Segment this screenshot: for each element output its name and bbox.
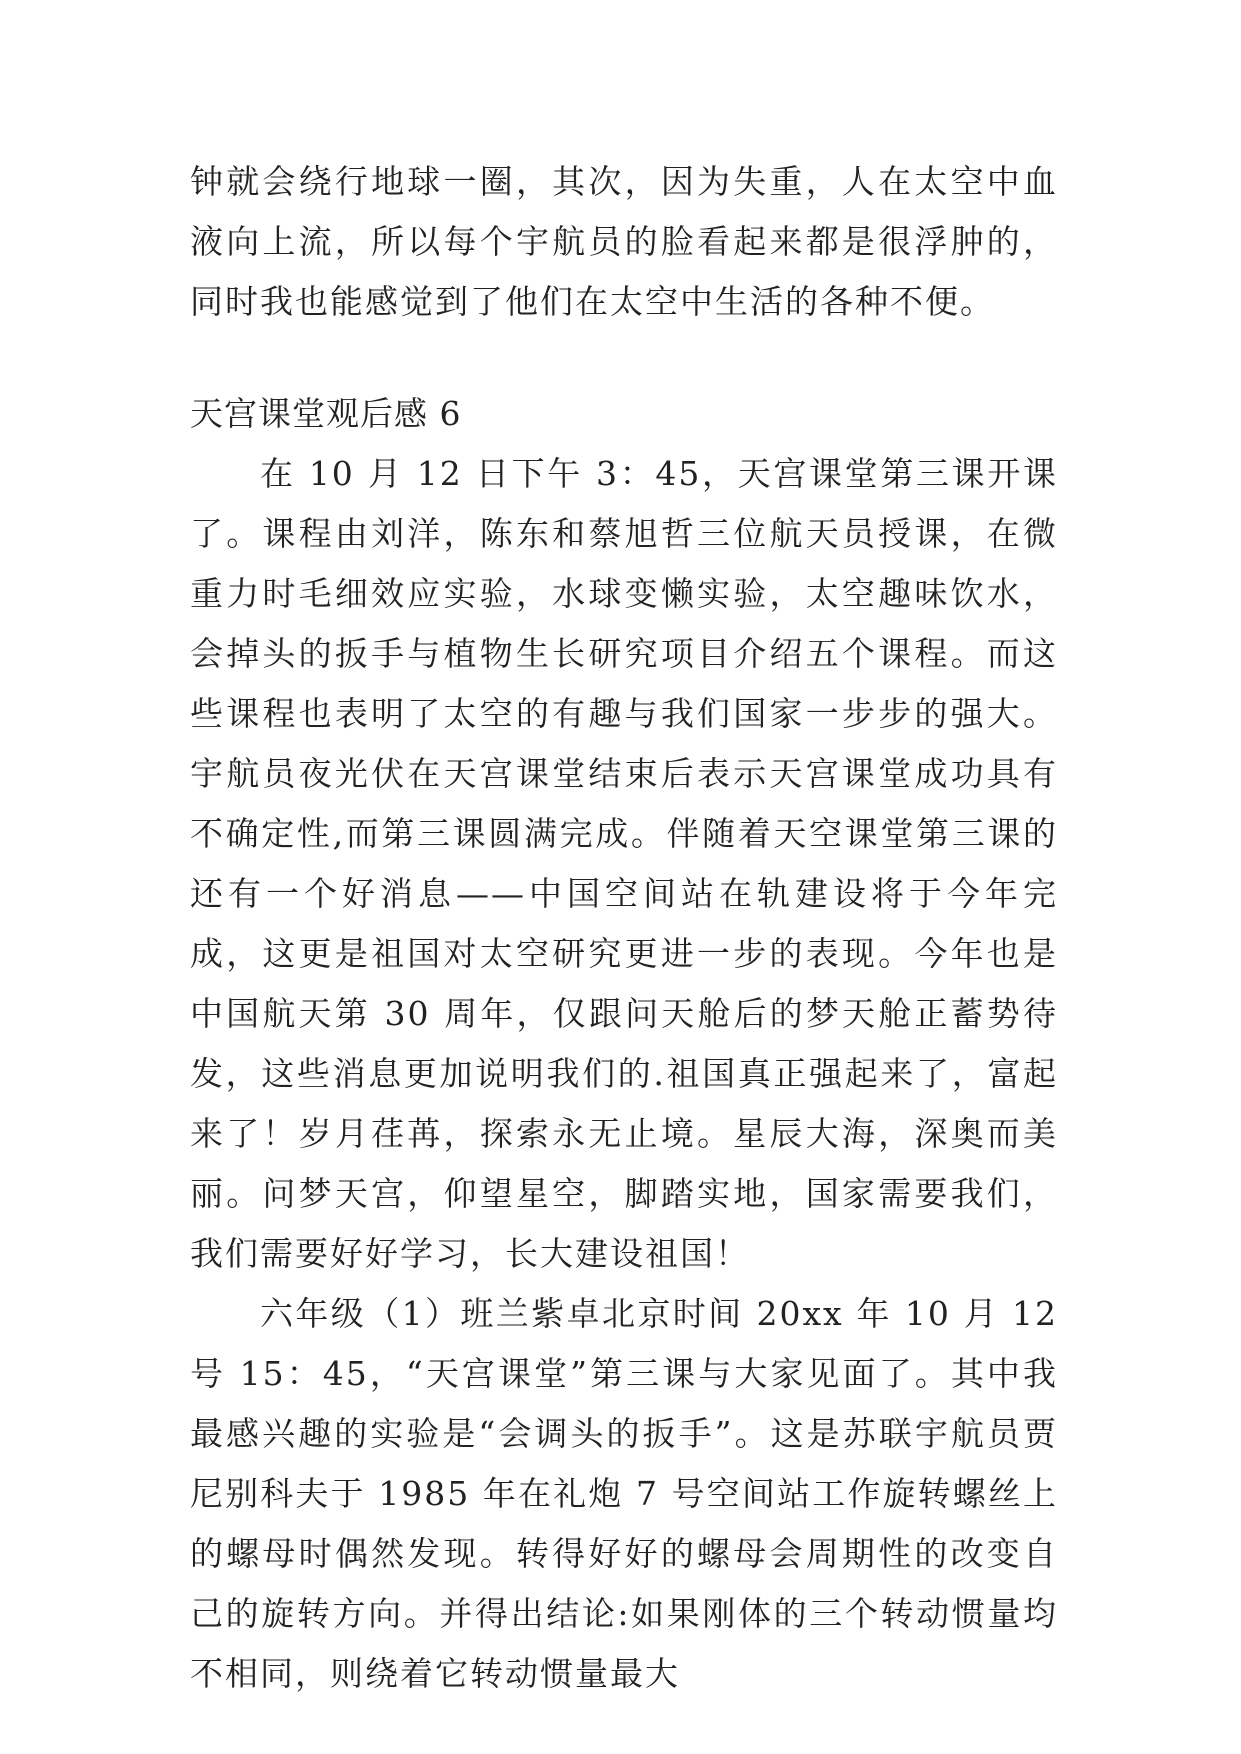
section-title: 天宫课堂观后感 6 <box>190 394 462 433</box>
continued-paragraph: 钟就会绕行地球一圈，其次，因为失重，人在太空中血液向上流，所以每个宇航员的脸看起来都是很浮肿的，同时我也能感觉到了他们在太空中生活的各种不便。 <box>190 162 1058 321</box>
paragraph-2: 六年级（1）班兰紫卓北京时间 20xx 年 10 月 12 号 15：45，“天宫课堂”第三课与大家见面了。其中我最感兴趣的实验是“会调头的扳手”。这是苏联宇航员贾尼别科夫于 1985 年在礼炮 7 号空间站工作旋转螺丝上的螺母时偶然发现。转得好好的螺母会周期性的改变自己的旋转方向。并得出结论:如果刚体的三个转动惯量均不相同，则绕着它转动惯量最大 <box>190 1294 1058 1693</box>
document-body <box>190 152 1058 1704</box>
paragraph-1: 在 10 月 12 日下午 3：45，天宫课堂第三课开课了。课程由刘洋，陈东和蔡旭哲三位航天员授课，在微重力时毛细效应实验，水球变懒实验，太空趣味饮水，会掉头的扳手与植物生长研究项目介绍五个课程。而这些课程也表明了太空的有趣与我们国家一步步的强大。宇航员夜光伏在天宫课堂结束后表示天宫课堂成功具有不确定性,而第三课圆满完成。伴随着天空课堂第三课的还有一个好消息——中国空间站在轨建设将于今年完成，这更是祖国对太空研究更进一步的表现。今年也是中国航天第 30 周年，仅跟问天舱后的梦天舱正蓄势待发，这些消息更加说明我们的.祖国真正强起来了，富起来了！岁月荏苒，探索永无止境。星辰大海，深奥而美丽。问梦天宫，仰望星空，脚踏实地，国家需要我们，我们需要好好学习，长大建设祖国！ <box>190 454 1058 1273</box>
